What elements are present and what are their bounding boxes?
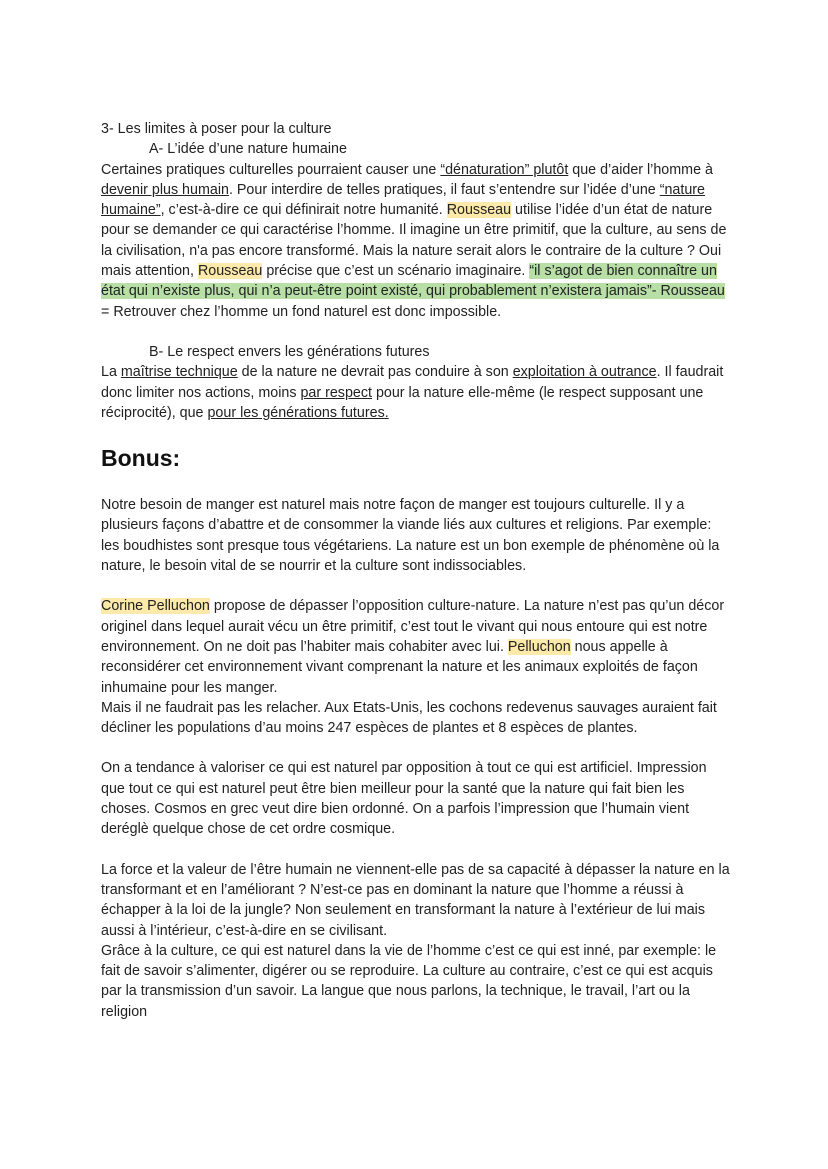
bonus-paragraph-3: Mais il ne faudrait pas les relacher. Aux Etats-Unis, les cochons redevenus sauvages auraient fait décliner les populations d’au moins 247 espèces de plantes et 8 espèces de plantes.	[101, 699, 717, 737]
subsection-a-paragraph: Certaines pratiques culturelles pourraient causer une “dénaturation” plutôt que d’aider l’homme à devenir plus humain. Pour interdire de telles pratiques, il faut s’entendre sur l’idée d’une “nature humaine”, c’est-à-dire ce qui définirait notre humanité. Rousseau utilise l’idée d’un état de nature pour se demander ce qui caractérise l’homme. Il imagine un être primitif, que la culture, au sens de la civilisation, n'a pas encore transformé. Mais la nature serait alors le contraire de la culture ? Oui mais attention, Rousseau précise que c’est un scénario imaginaire. “il s’agot de bien connaître un état qui n’existe plus, qui n’a peut-être point existé, qui probablement n’existera jamais”- Rousseau = Retrouver chez l’homme un fond naturel est donc impossible.	[101, 161, 727, 320]
underlined-exploitation: exploitation à outrance	[512, 364, 657, 381]
underlined-generations-futures: pour les générations futures.	[207, 404, 389, 421]
highlight-rousseau-quote: “il s’agot de bien connaître un état qui n’existe plus, qui n’a peut-être point existé, qui probablement n’existera jamais”- Rousseau	[101, 263, 725, 300]
highlight-corine-pelluchon: Corine Pelluchon	[101, 598, 210, 615]
highlight-pelluchon: Pelluchon	[507, 638, 571, 655]
bonus-paragraph-2: Corine Pelluchon propose de dépasser l’opposition culture-nature. La nature n’est pas qu’un décor originel dans lequel aurait vécu un être primitif, c’est tout le vivant qui nous entoure qui est notre environnement. On ne doit pas l’habiter mais cohabiter avec lui. Pelluchon nous appelle à reconsidérer cet environnement vivant comprenant la nature et les animaux exploités de façon inhumaine pour les manger.	[101, 598, 725, 696]
subsection-b-paragraph: La maîtrise technique de la nature ne devrait pas conduire à son exploitation à outrance. Il faudrait donc limiter nos actions, moins par respect pour la nature elle-même (le respect supposant une réciprocité), que pour les générations futures.	[101, 364, 724, 421]
underlined-maitrise-technique: maîtrise technique	[120, 364, 238, 381]
bonus-paragraph-6: Grâce à la culture, ce qui est naturel dans la vie de l’homme c’est ce qui est inné, par exemple: le fait de savoir s’alimenter, digérer ou se reproduire. La culture au contraire, c’est ce qui est acquis par la transmission d’un savoir. La langue que nous parlons, la technique, le travail, l’art ou la religion	[101, 942, 717, 1020]
underlined-denaturation: “dénaturation” plutôt	[440, 161, 569, 178]
bonus-paragraph-4: On a tendance à valoriser ce qui est naturel par opposition à tout ce qui est artificiel. Impression que tout ce qui est naturel peut être bien meilleur pour la santé que la nature qui fait bien les choses. Cosmos en grec veut dire bien ordonné. On a parfois l’impression que l’humain vient deréglè quelque chose de cet ordre cosmique.	[101, 760, 707, 838]
bonus-paragraph-1: Notre besoin de manger est naturel mais notre façon de manger est toujours culturelle. Il y a plusieurs façons d’abattre et de consommer la viande liés aux cultures et religions. Par exemple: les boudhistes sont presque tous végétariens. La nature est un bon exemple de phénomène où la nature, le besoin vital de se nourrir et la culture sont indissociables.	[101, 497, 720, 575]
subsection-a-title: A- L’idée d’une nature humaine	[149, 141, 347, 158]
underlined-devenir-humain: devenir plus humain	[101, 181, 229, 198]
highlight-rousseau-2: Rousseau	[197, 263, 263, 280]
document-body	[101, 119, 733, 1022]
underlined-par-respect: par respect	[300, 384, 372, 401]
subsection-b-title: B- Le respect envers les générations futures	[149, 343, 430, 360]
bonus-heading: Bonus:	[101, 445, 181, 472]
highlight-rousseau: Rousseau	[446, 202, 512, 219]
underlined-nature-humaine: “nature humaine”	[101, 181, 706, 219]
section-3-title: 3- Les limites à poser pour la culture	[101, 121, 332, 137]
bonus-paragraph-5: La force et la valeur de l’être humain ne viennent-elle pas de sa capacité à dépasser la nature en la transformant et en l’améliorant ? N’est-ce pas en dominant la nature que l’homme a réussi à échapper à la loi de la jungle? Non seulement en transformant la nature à l’extérieur de lui mais aussi à l’intérieur, c’est-à-dire en se civilisant.	[101, 861, 730, 939]
